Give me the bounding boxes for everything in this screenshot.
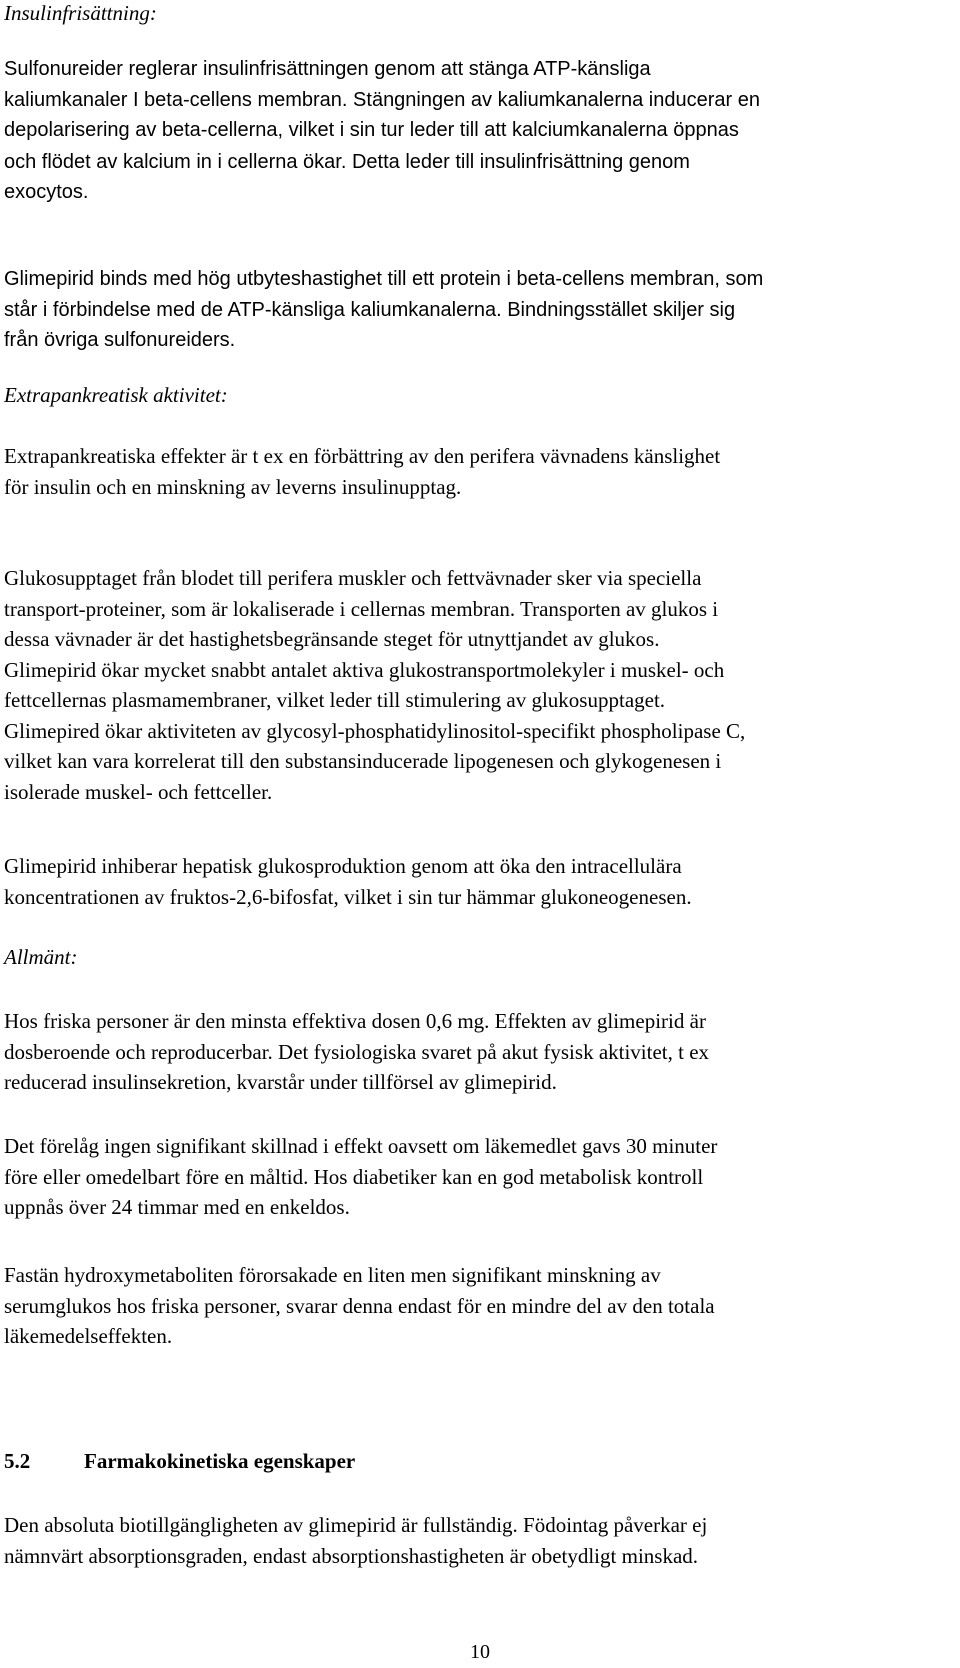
paragraph-hepatisk — [4, 851, 924, 912]
page-number: 10 — [470, 1641, 490, 1663]
text-line: dosberoende och reproducerbar. Det fysiologiska svaret på akut fysisk aktivitet, t ex — [4, 1039, 710, 1064]
text-line: isolerade muskel- och fettceller. — [4, 779, 273, 804]
text-line: Glimepirid binds med hög utbyteshastighet till ett protein i beta-cellens membran, som — [4, 268, 764, 290]
text-line: Glukosupptaget från blodet till perifera muskler och fettvävnader sker via speciella — [4, 566, 702, 590]
text-line: Fastän hydroxymetaboliten förorsakade en liten men signifikant minskning av — [4, 1263, 661, 1287]
heading-insulinfrisattning: Insulinfrisättning: — [4, 1, 157, 25]
heading-extrapankreatisk: Extrapankreatisk aktivitet: — [4, 383, 228, 407]
text-line: före eller omedelbart före en måltid. Hos diabetiker kan en god metabolisk kontroll — [4, 1164, 704, 1189]
text-line: transport-proteiner, som är lokaliserade i cellernas membran. Transporten av glukos i — [4, 596, 719, 621]
text-line: läkemedelseffekten. — [4, 1324, 173, 1348]
text-line: reducerad insulinsekretion, kvarstår under tillförsel av glimepirid. — [4, 1070, 557, 1094]
text-line: Glimepirid ökar mycket snabbt antalet aktiva glukostransportmolekyler i muskel- och — [4, 657, 725, 682]
text-line: står i förbindelse med de ATP-känsliga kaliumkanalerna. Bindningsstället skiljer sig — [4, 298, 736, 321]
text-line: depolarisering av beta-cellerna, vilket i sin tur leder till att kalciumkanalerna öppnas — [4, 119, 739, 141]
text-line: uppnås över 24 timmar med en enkeldos. — [4, 1195, 350, 1219]
paragraph-effekter — [4, 441, 924, 502]
text-line: Glimepired ökar aktiviteten av glycosyl-phosphatidylinositol-specifikt phospholipase C, — [4, 718, 746, 743]
paragraph-binds — [4, 264, 924, 356]
text-line: Extrapankreatiska effekter är t ex en förbättring av den perifera vävnadens känslighet — [4, 444, 721, 468]
paragraph-biotillganglighet — [4, 1510, 924, 1571]
text-line: för insulin och en minskning av leverns insulinupptag. — [4, 474, 462, 499]
text-line: Den absoluta biotillgängligheten av glimepirid är fullständig. Födointag påverkar ej — [4, 1513, 708, 1537]
text-line: exocytos. — [4, 181, 89, 203]
paragraph-glukosupptaget — [4, 563, 924, 807]
text-line: dessa vävnader är det hastighetsbegränsande steget för utnyttjandet av glukos. — [4, 627, 660, 651]
section-heading — [4, 1446, 355, 1476]
text-line: kaliumkanaler I beta-cellens membran. Stängningen av kaliumkanalerna inducerar en — [4, 88, 760, 111]
text-line: vilket kan vara korrelerat till den substansinducerade lipogenesen och glykogenesen i — [4, 749, 722, 773]
paragraph-sulfonureider — [4, 54, 924, 208]
text-line: koncentrationen av fruktos-2,6-bifosfat, vilket i sin tur hämmar glukoneogenesen. — [4, 884, 692, 909]
text-line: Hos friska personer är den minsta effektiva dosen 0,6 mg. Effekten av glimepirid är — [4, 1009, 706, 1033]
section-title: Farmakokinetiska egenskaper — [84, 1449, 356, 1473]
section-number: 5.2 — [4, 1449, 31, 1473]
text-line: fettcellernas plasmamembraner, vilket leder till stimulering av glukosupptaget. — [4, 688, 666, 712]
text-line: Sulfonureider reglerar insulinfrisättningen genom att stänga ATP-känsliga — [4, 58, 651, 80]
text-line-mixed — [4, 146, 924, 178]
text-line: nämnvärt absorptionsgraden, endast absorptionshastigheten är obetydligt minskad. — [4, 1543, 699, 1568]
text-line: Glimepirid inhiberar hepatisk glukosproduktion genom att öka den intracellulära — [4, 854, 682, 878]
paragraph-hydroxymetaboliten — [4, 1260, 924, 1352]
text-line: från övriga sulfonureiders. — [4, 329, 236, 351]
text-fragment: Detta leder till insulinfrisättning genom — [351, 150, 690, 173]
paragraph-skillnad — [4, 1131, 924, 1223]
text-fragment: och flödet av kalcium in i cellerna ökar. — [4, 150, 352, 173]
paragraph-friska — [4, 1006, 924, 1098]
text-line: Det förelåg ingen signifikant skillnad i effekt oavsett om läkemedlet gavs 30 minuter — [4, 1134, 718, 1158]
text-line: serumglukos hos friska personer, svarar denna endast för en mindre del av den totala — [4, 1293, 715, 1318]
heading-allmant: Allmänt: — [4, 945, 78, 969]
